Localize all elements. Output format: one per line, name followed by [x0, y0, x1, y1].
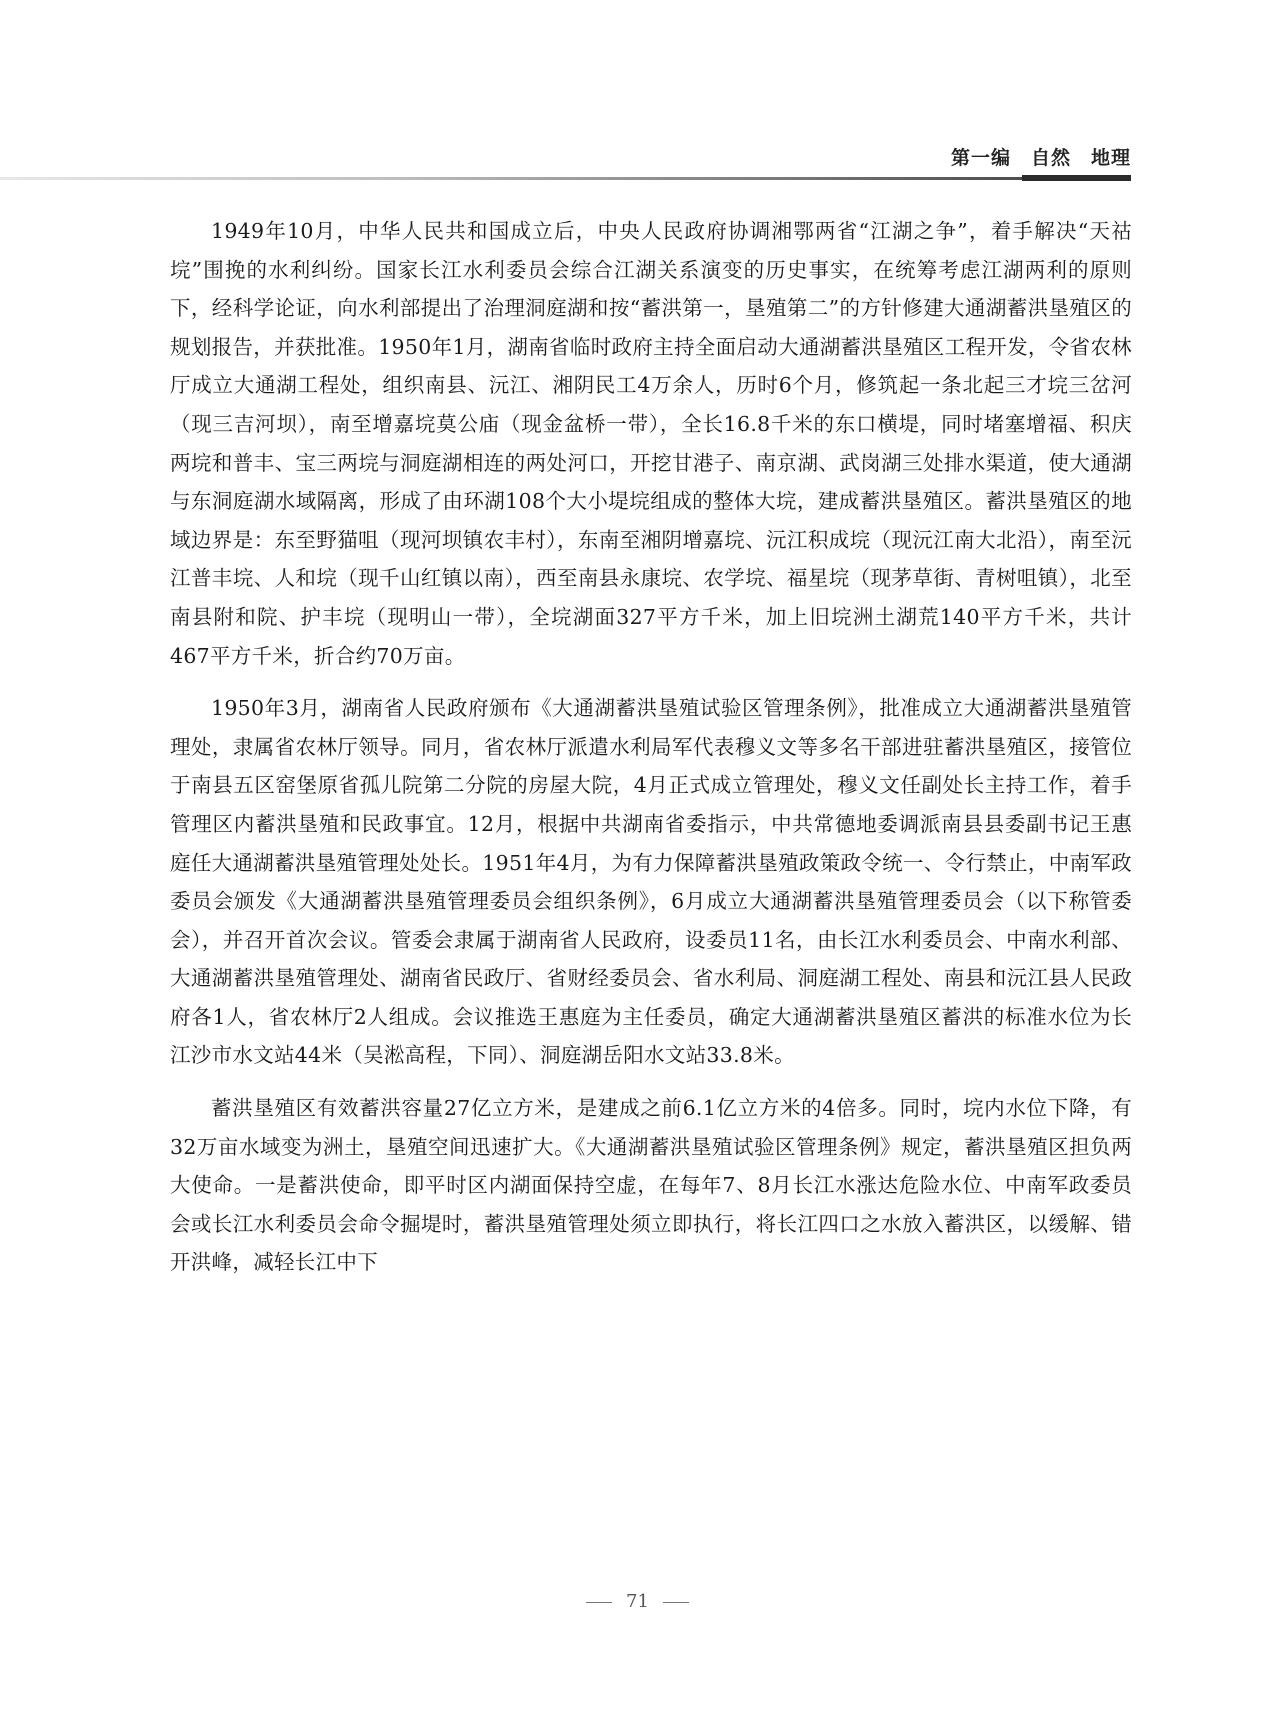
page-number: 71	[626, 1591, 649, 1612]
paragraph-3: 蓄洪垦殖区有效蓄洪容量27亿立方米，是建成之前6.1亿立方米的4倍多。同时，垸内水位下降，有32万亩水域变为洲土，垦殖空间迅速扩大。《大通湖蓄洪垦殖试验区管理条例》规定，蓄洪垦殖区担负两大使命。一是蓄洪使命，即平时区内湖面保持空虚，在每年7、8月长江水涨达危险水位、中南军政委员会或长江水利委员会命令掘堤时，蓄洪垦殖管理处须立即执行，将长江四口之水放入蓄洪区，以缓解、错开洪峰，减轻长江中下	[170, 1096, 1132, 1275]
body-text	[170, 212, 1132, 1296]
dash-left	[586, 1602, 612, 1603]
running-header	[0, 0, 1275, 180]
paragraph-1: 1949年10月，中华人民共和国成立后，中央人民政府协调湘鄂两省“江湖之争”，着手解决“天祜垸”围挽的水利纠纷。国家长江水利委员会综合江湖关系演变的历史事实，在统筹考虑江湖两利的原则下，经科学论证，向水利部提出了治理洞庭湖和按“蓄洪第一，垦殖第二”的方针修建大通湖蓄洪垦殖区的规划报告，并获批准。1950年1月，湖南省临时政府主持全面启动大通湖蓄洪垦殖区工程开发，令省农林厅成立大通湖工程处，组织南县、沅江、湘阴民工4万余人，历时6个月，修筑起一条北起三才垸三岔河（现三吉河坝），南至增嘉垸莫公庙（现金盆桥一带），全长16.8千米的东口横堤，同时堵塞增福、积庆两垸和普丰、宝三两垸与洞庭湖相连的两处河口，开挖甘港子、南京湖、武岗湖三处排水渠道，使大通湖与东洞庭湖水域隔离，形成了由环湖108个大小堤垸组成的整体大垸，建成蓄洪垦殖区。蓄洪垦殖区的地域边界是：东至野猫咀（现河坝镇农丰村），东南至湘阴增嘉垸、沅江积成垸（现沅江南大北沿），南至沅江普丰垸、人和垸（现千山红镇以南），西至南县永康垸、农学垸、福星垸（现茅草街、青树咀镇），北至南县附和院、护丰垸（现明山一带），全垸湖面327平方千米，加上旧垸洲土湖荒140平方千米，共计467平方千米，折合约70万亩。	[170, 219, 1132, 668]
section-title: 第一编 自然 地理	[950, 147, 1131, 169]
header-rule	[0, 177, 1131, 180]
page-footer	[0, 1591, 1275, 1612]
header-rule-accent	[1022, 175, 1131, 181]
paragraph-2: 1950年3月，湖南省人民政府颁布《大通湖蓄洪垦殖试验区管理条例》，批准成立大通湖蓄洪垦殖管理处，隶属省农林厅领导。同月，省农林厅派遣水利局军代表穆义文等多名干部进驻蓄洪垦殖区，接管位于南县五区窑堡原省孤儿院第二分院的房屋大院，4月正式成立管理处，穆义文任副处长主持工作，着手管理区内蓄洪垦殖和民政事宜。12月，根据中共湖南省委指示，中共常德地委调派南县县委副书记王惠庭任大通湖蓄洪垦殖管理处处长。1951年4月，为有力保障蓄洪垦殖政策政令统一、令行禁止，中南军政委员会颁发《大通湖蓄洪垦殖管理委员会组织条例》，6月成立大通湖蓄洪垦殖管理委员会（以下称管委会），并召开首次会议。管委会隶属于湖南省人民政府，设委员11名，由长江水利委员会、中南水利部、大通湖蓄洪垦殖管理处、湖南省民政厅、省财经委员会、省水利局、洞庭湖工程处、南县和沅江县人民政府各1人，省农林厅2人组成。会议推选王惠庭为主任委员，确定大通湖蓄洪垦殖区蓄洪的标准水位为长江沙市水文站44米（吴淞高程，下同）、洞庭湖岳阳水文站33.8米。	[170, 696, 1132, 1068]
dash-right	[663, 1602, 689, 1603]
